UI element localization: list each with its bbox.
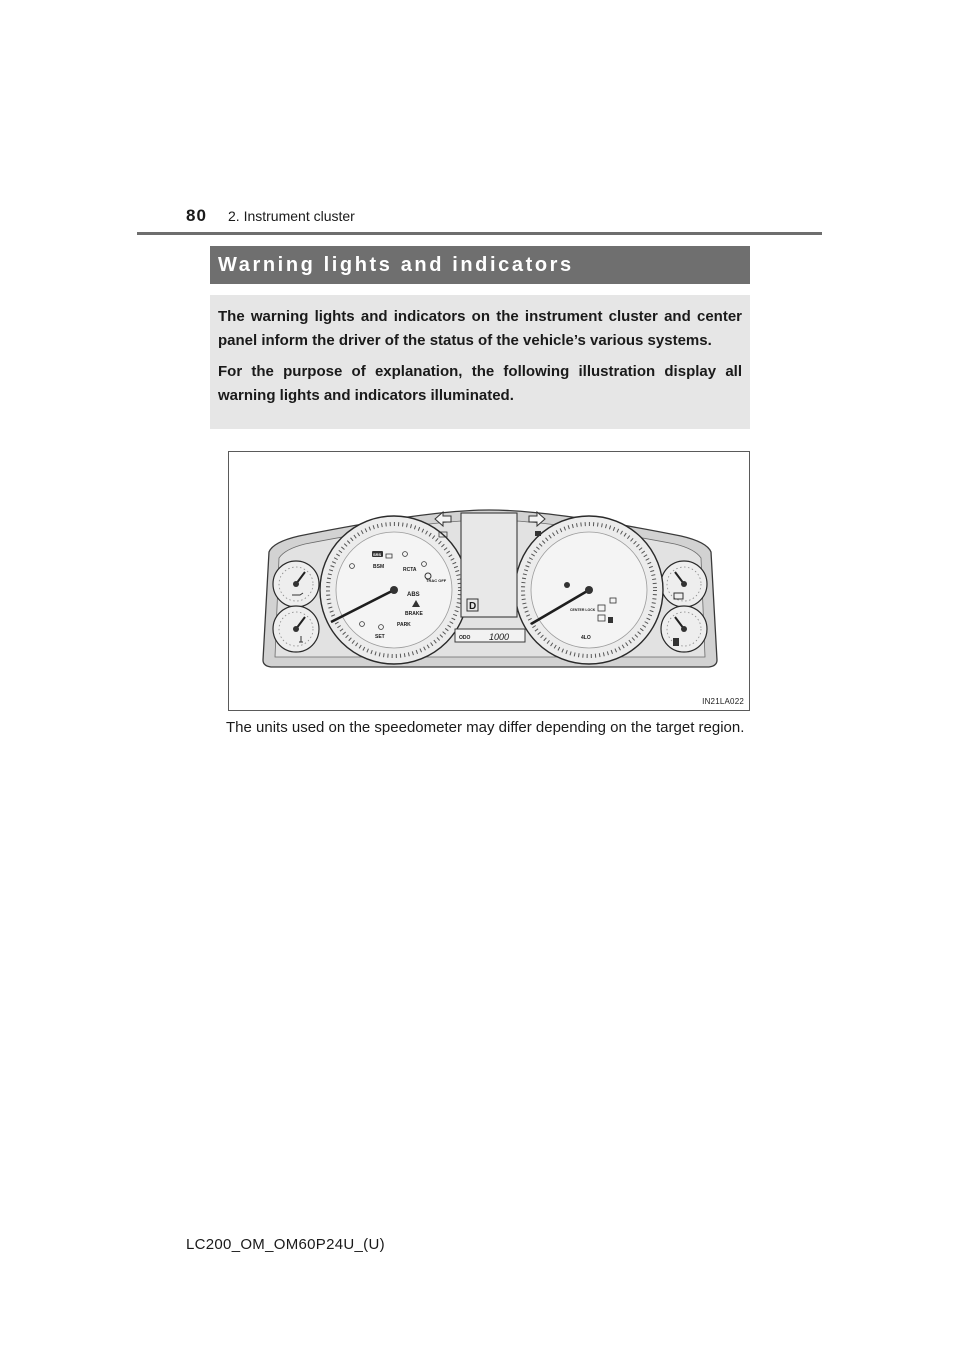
section-title: 2. Instrument cluster (228, 208, 355, 224)
header-rule (137, 232, 822, 235)
figure-id: IN21LA022 (702, 697, 744, 706)
4lo-label: 4LO (581, 635, 591, 641)
abs-label: ABS (407, 592, 420, 598)
center-lock-label: CENTER LOCK (570, 608, 596, 612)
intro-box (210, 295, 750, 429)
page-title: Warning lights and indicators (218, 254, 574, 276)
park-label: PARK (397, 622, 411, 628)
title-bar (210, 246, 750, 284)
fuel-gauge-left (273, 561, 319, 607)
page-number: 80 (186, 206, 207, 225)
trac-off-label: TRAC OFF (426, 578, 447, 583)
brake-label: BRAKE (405, 611, 423, 617)
srs-label: SRS (373, 552, 382, 557)
tachometer-gauge (320, 516, 468, 664)
fuel-gauge-right (661, 606, 707, 652)
bsm-label: BSM (373, 564, 385, 570)
shift-position-label: D (469, 601, 477, 612)
intro-paragraph-1: The warning lights and indicators on the instrument cluster and center panel inform the driver of the status of the vehicle’s various systems. (218, 308, 742, 349)
instrument-cluster-illustration (229, 452, 751, 712)
odo-label: ODO (459, 635, 471, 641)
battery-gauge-right (661, 561, 707, 607)
document-id: LC200_OM_OM60P24U_(U) (186, 1236, 385, 1253)
set-label: SET (375, 634, 385, 640)
odometer-value: 1000 (489, 632, 510, 642)
temperature-gauge-left (273, 606, 319, 652)
fuel-pump-icon (673, 638, 679, 646)
instrument-cluster-figure (228, 451, 750, 711)
intro-paragraph-2: For the purpose of explanation, the following illustration display all warning lights and indicators illuminated. (218, 363, 742, 404)
speedometer-gauge (515, 516, 663, 664)
figure-caption: The units used on the speedometer may differ depending on the target region. (226, 719, 745, 736)
rcta-label: RCTA (403, 567, 417, 573)
